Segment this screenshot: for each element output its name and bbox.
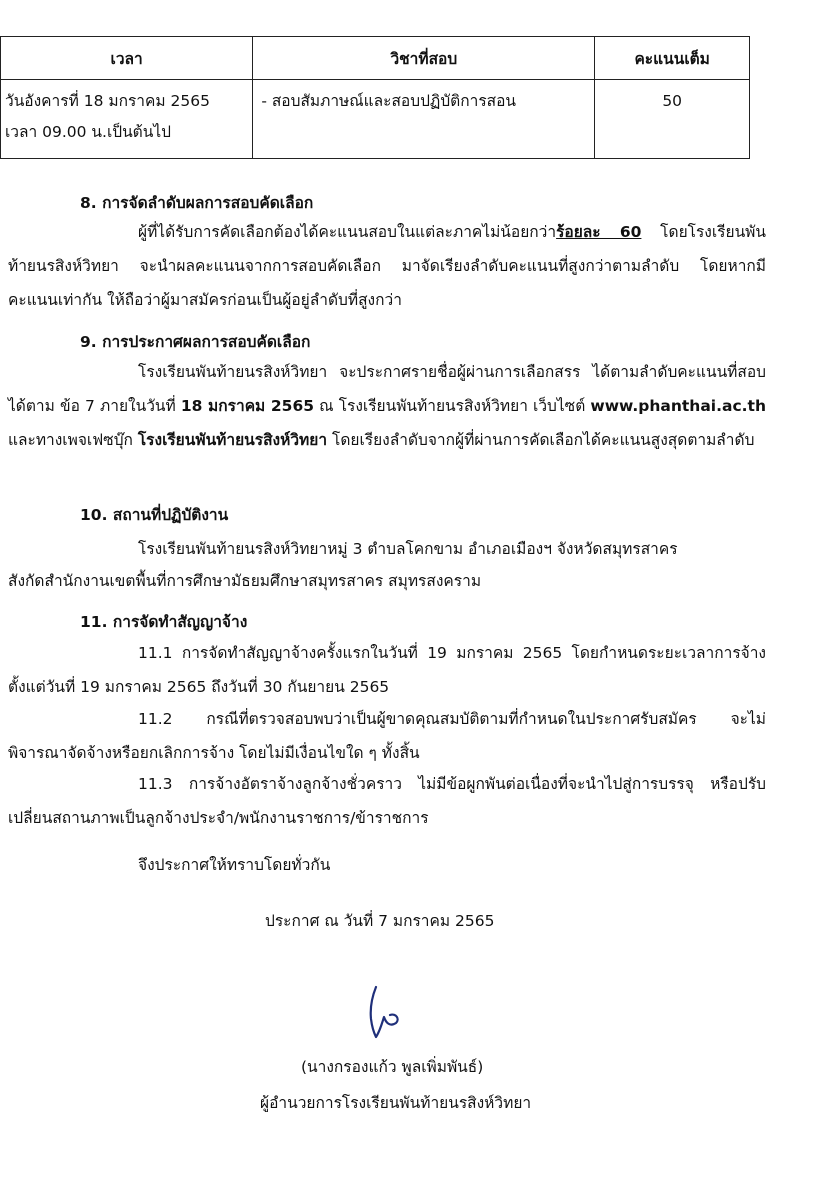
contract-item-1: 11.1 การจัดทำสัญญาจ้างครั้งแรกในวันที่ 19 มกราคม 2565 โดยกำหนดระยะเวลาการจ้างตั้งแต่วันที่ 19 มกราคม 2565 ถึงวันที่ 30 กันยายน 2565	[8, 644, 766, 696]
header-time: เวลา	[1, 37, 253, 80]
closing-statement: จึงประกาศให้ทราบโดยทั่วกัน	[138, 856, 331, 874]
signer-title: ผู้อำนวยการโรงเรียนพันท้ายนรสิงห์วิทยา	[260, 1094, 532, 1112]
header-score: คะแนนเต็ม	[595, 37, 750, 80]
facebook-page-name: โรงเรียนพันท้ายนรสิงห์วิทยา	[137, 431, 328, 449]
header-subject: วิชาที่สอบ	[253, 37, 595, 80]
cell-score: 50	[595, 80, 750, 159]
section-9-title: 9. การประกาศผลการสอบคัดเลือก	[80, 333, 311, 351]
section-8-paragraph	[8, 215, 766, 317]
cell-subject: - สอบสัมภาษณ์และสอบปฏิบัติการสอน	[253, 80, 595, 159]
table-row	[1, 80, 750, 159]
section-8-text-1: ผู้ที่ได้รับการคัดเลือกต้องได้คะแนนสอบในแต่ละภาคไม่น้อยกว่า	[138, 223, 557, 241]
signer-name: (นางกรองแก้ว พูลเพิ่มพันธ์)	[301, 1058, 484, 1076]
workplace-address: โรงเรียนพันท้ายนรสิงห์วิทยาหมู่ 3 ตำบลโคกขาม อำเภอเมืองฯ จังหวัดสมุทรสาคร	[138, 540, 678, 558]
exam-schedule-table	[0, 36, 750, 159]
section-9-text-2: ณ โรงเรียนพันท้ายนรสิงห์วิทยา เว็บไซต์	[314, 397, 591, 415]
announce-result-date: 18 มกราคม 2565	[180, 397, 315, 415]
time-line-2: เวลา 09.00 น.เป็นต้นไป	[5, 123, 171, 141]
section-9-text-4: โดยเรียงลำดับจากผู้ที่ผ่านการคัดเลือกได้คะแนนสูงสุดตามลำดับ	[327, 431, 755, 449]
contract-item-3: 11.3 การจ้างอัตราจ้างลูกจ้างชั่วคราว ไม่มีข้อผูกพันต่อเนื่องที่จะนำไปสู่การบรรจุ หรือปรับเปลี่ยนสถานภาพเป็นลูกจ้างประจำ/พนักงานราชการ/ข้าราชการ	[8, 775, 766, 827]
section-10-title: 10. สถานที่ปฏิบัติงาน	[80, 506, 229, 524]
section-9-paragraph	[8, 355, 766, 457]
table-header-row	[1, 37, 750, 80]
website-link[interactable]: www.phanthai.ac.th	[590, 397, 766, 415]
signature	[362, 983, 406, 1043]
section-9-text-1: โรงเรียนพันท้ายนรสิงห์วิทยา จะประกาศรายชื่อผู้ผ่านการเลือกสรร ได้ตามลำดับคะแนนที่สอบได้ตาม ข้อ 7 ภายในวันที่	[8, 363, 766, 415]
announcement-date: ประกาศ ณ วันที่ 7 มกราคม 2565	[265, 912, 495, 930]
percent-threshold: ร้อยละ 60	[556, 223, 642, 241]
workplace-affiliation: สังกัดสำนักงานเขตพื้นที่การศึกษามัธยมศึกษาสมุทรสาคร สมุทรสงคราม	[8, 572, 482, 590]
cell-time	[1, 80, 253, 159]
section-8-title: 8. การจัดลำดับผลการสอบคัดเลือก	[80, 194, 314, 212]
section-11-title: 11. การจัดทำสัญญาจ้าง	[80, 613, 248, 631]
section-9-text-3: และทางเพจเฟซบุ๊ก	[8, 431, 138, 449]
time-line-1: วันอังคารที่ 18 มกราคม 2565	[5, 92, 210, 110]
contract-item-2: 11.2 กรณีที่ตรวจสอบพบว่าเป็นผู้ขาดคุณสมบัติตามที่กำหนดในประกาศรับสมัคร จะไม่พิจารณาจัดจ้างหรือยกเลิกการจ้าง โดยไม่มีเงื่อนไขใด ๆ ทั้งสิ้น	[8, 710, 766, 762]
section-8-text-2: โดยโรงเรียนพันท้ายนรสิงห์วิทยา จะนำผลคะแนนจากการสอบคัดเลือก มาจัดเรียงลำดับคะแนนที่สูงกว่าตามลำดับ โดยหากมีคะแนนเท่ากัน ให้ถือว่าผู้มาสมัครก่อนเป็นผู้อยู่ลำดับที่สูงกว่า	[8, 223, 766, 309]
